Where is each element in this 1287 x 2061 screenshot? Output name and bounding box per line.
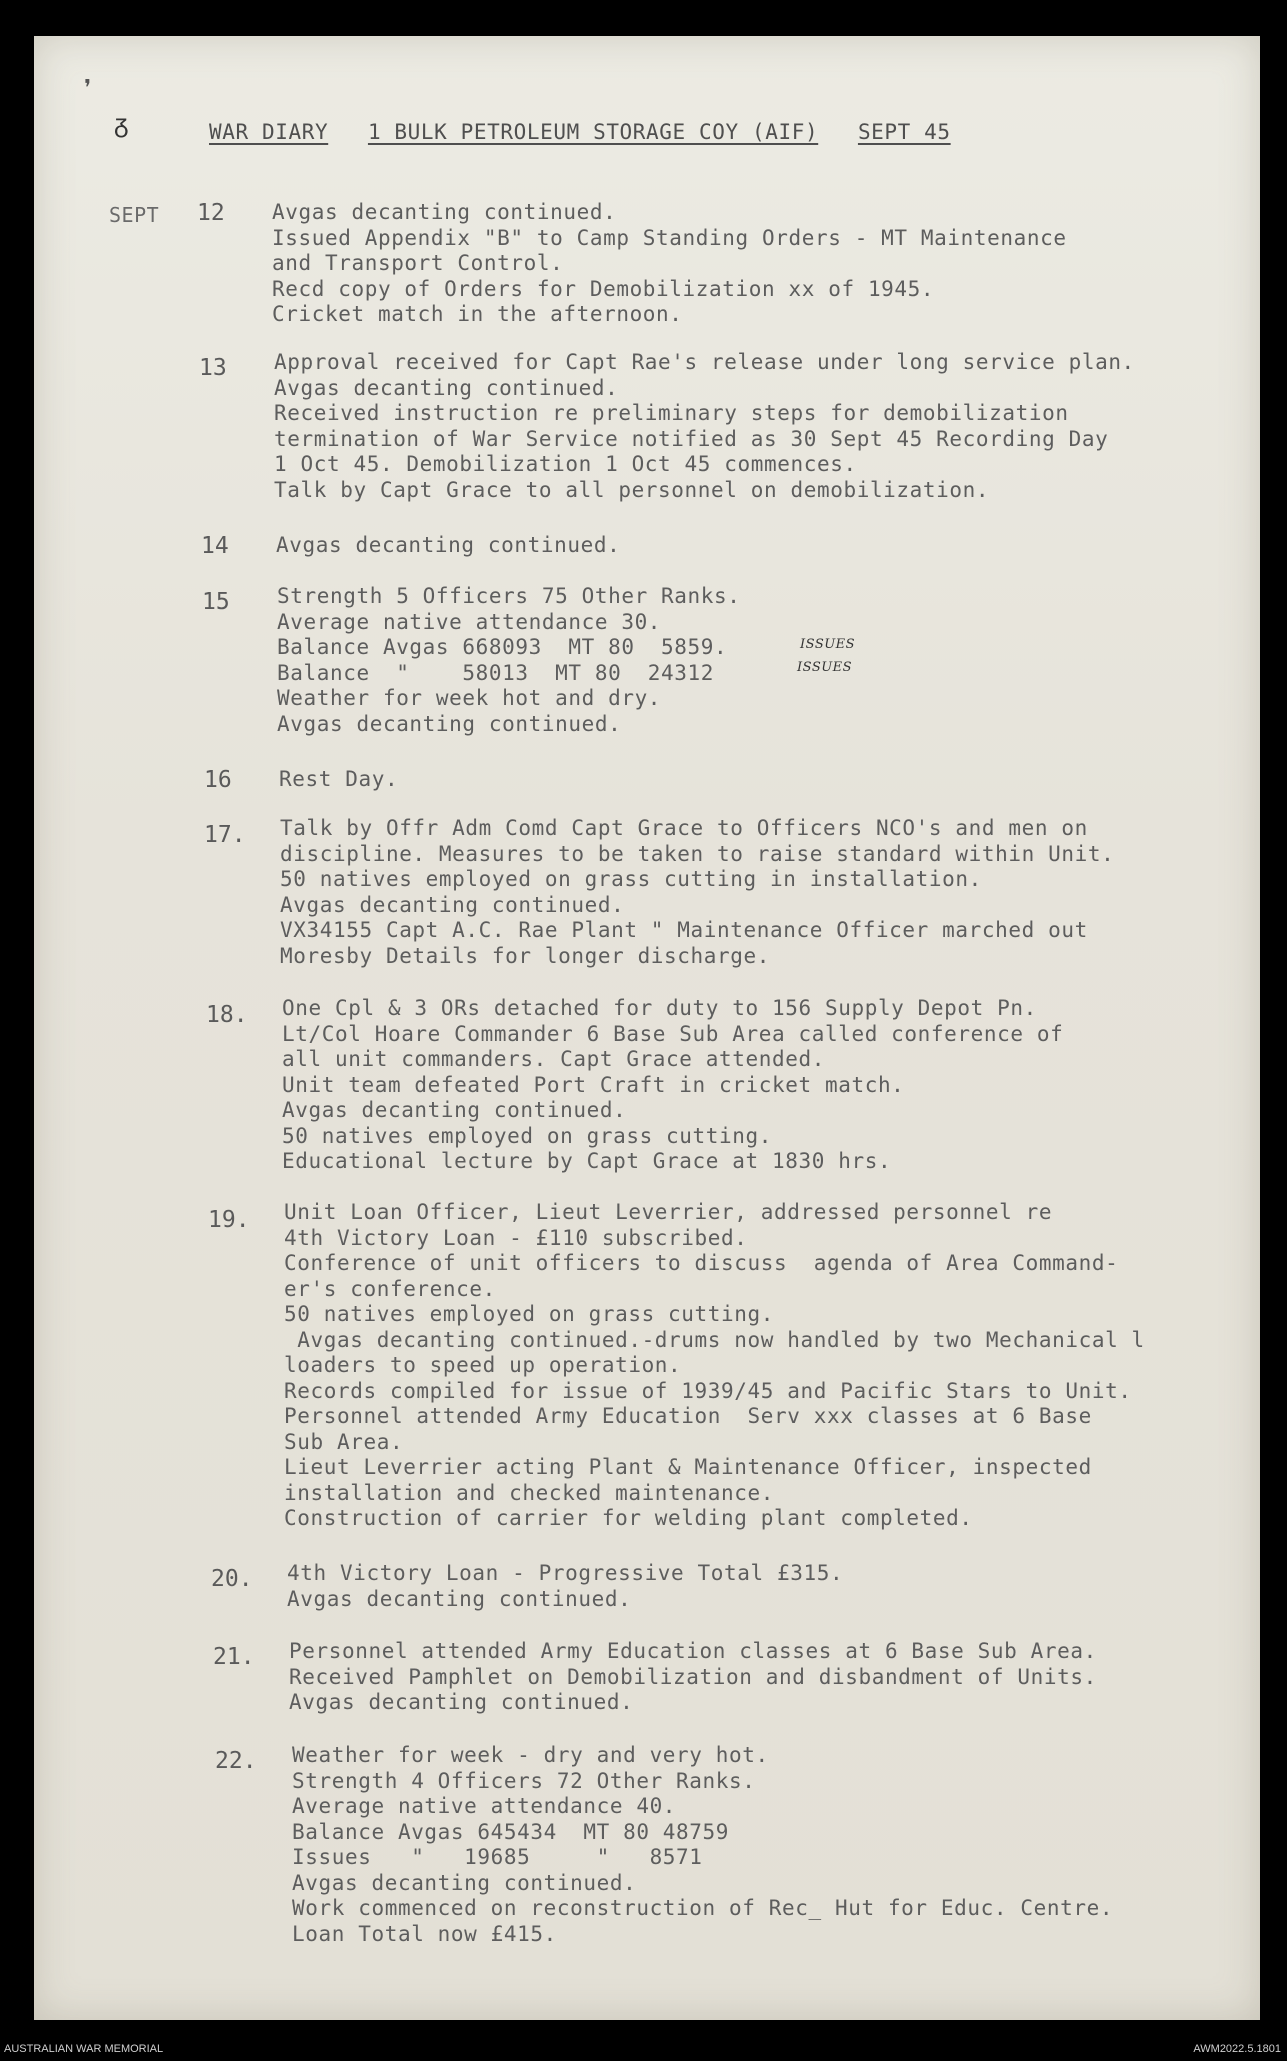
- entry-line: Balance Avgas 668093 MT 80 5859.: [277, 635, 728, 659]
- entry-line: Avgas decanting continued.: [276, 533, 621, 557]
- entry-line: Issues " 19685 " 8571: [292, 1845, 703, 1869]
- entry-line: Avgas decanting continued.: [292, 1870, 637, 1895]
- entry-day: 22.: [215, 1748, 257, 1774]
- ink-blot-mark: ᵹ: [114, 109, 129, 139]
- entry-line: Educational lecture by Capt Grace at 1830 hrs.: [282, 1149, 892, 1173]
- entry-day: 13: [199, 355, 227, 381]
- entry-line: 50 natives employed on grass cutting.: [282, 1123, 772, 1148]
- entry-line: Recd copy of Orders for Demobilization xx of 1945.: [272, 276, 935, 301]
- entry-line: Received instruction re preliminary steps for demobilization: [274, 401, 1069, 425]
- entry-line: 50 natives employed on grass cutting.: [284, 1302, 774, 1326]
- entry-line: discipline. Measures to be taken to raise standard within Unit.: [280, 841, 1115, 866]
- entry-line: 4th Victory Loan - £110 subscribed.: [284, 1225, 748, 1250]
- entry-line: and Transport Control.: [272, 251, 564, 275]
- diary-header: [209, 120, 951, 144]
- entry-line: Strength 5 Officers 75 Other Ranks.: [277, 584, 741, 608]
- entry-line: Lieut Leverrier acting Plant & Maintenance Officer, inspected: [284, 1455, 1092, 1479]
- entry-day: 14: [201, 533, 229, 559]
- entry-day: 17.: [204, 822, 246, 848]
- entry-line: Work commenced on reconstruction of Rec_ Hut for Educ. Centre.: [292, 1896, 1114, 1920]
- entry-line: Avgas decanting continued.: [287, 1586, 632, 1611]
- entry-line: Approval received for Capt Rae's release under long service plan.: [274, 350, 1135, 374]
- entry-day: 19.: [208, 1207, 250, 1233]
- entry-line: 4th Victory Loan - Progressive Total £315.: [287, 1561, 844, 1585]
- entry-line: Balance " 58013 MT 80 24312: [277, 660, 715, 685]
- entry-line: Moresby Details for longer discharge.: [280, 943, 770, 968]
- month-label: SEPT: [109, 203, 160, 227]
- entry-17: [280, 816, 1260, 969]
- entry-line: Avgas decanting continued.: [282, 1098, 627, 1122]
- entry-day: 16: [204, 767, 232, 793]
- entry-line: Talk by Capt Grace to all personnel on demobilization.: [274, 477, 990, 502]
- entry-line: Balance Avgas 645434 MT 80 48759: [292, 1819, 730, 1844]
- entry-21: [289, 1639, 1260, 1716]
- entry-line: Personnel attended Army Education classes at 6 Base Sub Area.: [289, 1639, 1097, 1663]
- entry-line: er's conference.: [284, 1276, 496, 1301]
- entry-line: Unit team defeated Port Craft in cricket match.: [282, 1072, 905, 1097]
- entry-day: 18.: [206, 1002, 248, 1028]
- entry-18: [282, 996, 1260, 1175]
- entry-line: termination of War Service notified as 30 Sept 45 Recording Day: [274, 426, 1109, 451]
- entry-line: Conference of unit officers to discuss agenda of Area Command-: [284, 1251, 1119, 1275]
- entry-line: 50 natives employed on grass cutting in installation.: [280, 867, 982, 891]
- entry-15: [277, 584, 1260, 737]
- entry-line: 1 Oct 45. Demobilization 1 Oct 45 commences.: [274, 452, 857, 476]
- footer-accession-number: AWM2022.5.1801: [1193, 2043, 1281, 2055]
- entry-day: 21.: [213, 1644, 255, 1670]
- header-title: WAR DIARY: [209, 120, 329, 144]
- entry-line: One Cpl & 3 ORs detached for duty to 156 Supply Depot Pn.: [282, 996, 1037, 1020]
- entry-line: Personnel attended Army Education Serv xxx classes at 6 Base: [284, 1404, 1092, 1428]
- entry-line: Cricket match in the afternoon.: [272, 302, 683, 326]
- entry-line: Sub Area.: [284, 1429, 404, 1454]
- entry-day: 20.: [211, 1566, 253, 1592]
- entry-line: Construction of carrier for welding plant completed.: [284, 1506, 973, 1530]
- entry-line: VX34155 Capt A.C. Rae Plant " Maintenance Officer marched out: [280, 918, 1088, 942]
- entry-line: Avgas decanting continued.: [280, 892, 625, 917]
- entry-line: installation and checked maintenance.: [284, 1480, 774, 1505]
- entry-line: Avgas decanting continued.-drums now handled by two Mechanical l: [284, 1327, 1145, 1352]
- entry-line: Weather for week - dry and very hot.: [292, 1743, 769, 1767]
- entry-day: 12: [197, 200, 225, 226]
- entry-22: [292, 1743, 1260, 1947]
- entry-12: [272, 200, 1260, 328]
- entry-line: Received Pamphlet on Demobilization and disbandment of Units.: [289, 1664, 1097, 1689]
- entry-line: Average native attendance 40.: [292, 1794, 677, 1818]
- entry-16: [279, 767, 1260, 793]
- entry-line: Average native attendance 30.: [277, 609, 662, 634]
- entry-line: loaders to speed up operation.: [284, 1353, 682, 1377]
- entry-line: Lt/Col Hoare Commander 6 Base Sub Area called conference of: [282, 1021, 1064, 1046]
- entry-line: Avgas decanting continued.: [289, 1690, 634, 1714]
- pencil-mark: ❜: [84, 76, 92, 101]
- entry-line: Avgas decanting continued.: [277, 711, 622, 736]
- handwritten-issues-note: ISSUES: [797, 660, 853, 675]
- entry-line: Rest Day.: [279, 767, 399, 791]
- entry-line: Weather for week hot and dry.: [277, 686, 662, 710]
- entry-19: [284, 1200, 1260, 1532]
- entry-line: Unit Loan Officer, Lieut Leverrier, addressed personnel re: [284, 1200, 1053, 1224]
- entry-line: Loan Total now £415.: [292, 1921, 557, 1946]
- entry-day: 15: [202, 589, 230, 615]
- header-unit: 1 BULK PETROLEUM STORAGE COY (AIF): [367, 120, 819, 144]
- header-period: SEPT 45: [857, 120, 951, 144]
- handwritten-issues-note: ISSUES: [800, 637, 856, 652]
- entry-line: Issued Appendix "B" to Camp Standing Orders - MT Maintenance: [272, 225, 1067, 250]
- entry-20: [287, 1561, 1260, 1612]
- entry-13: [274, 350, 1260, 503]
- entry-line: Talk by Offr Adm Comd Capt Grace to Officers NCO's and men on: [280, 816, 1088, 840]
- entry-line: Strength 4 Officers 72 Other Ranks.: [292, 1768, 756, 1793]
- footer-credit: AUSTRALIAN WAR MEMORIAL: [4, 2043, 164, 2055]
- entry-line: all unit commanders. Capt Grace attended.: [282, 1047, 825, 1071]
- paper-sheet: [34, 36, 1260, 2020]
- entry-line: Avgas decanting continued.: [272, 200, 617, 224]
- entry-14: [276, 533, 1260, 559]
- entry-line: Records compiled for issue of 1939/45 and Pacific Stars to Unit.: [284, 1378, 1132, 1403]
- entry-line: Avgas decanting continued.: [274, 375, 619, 400]
